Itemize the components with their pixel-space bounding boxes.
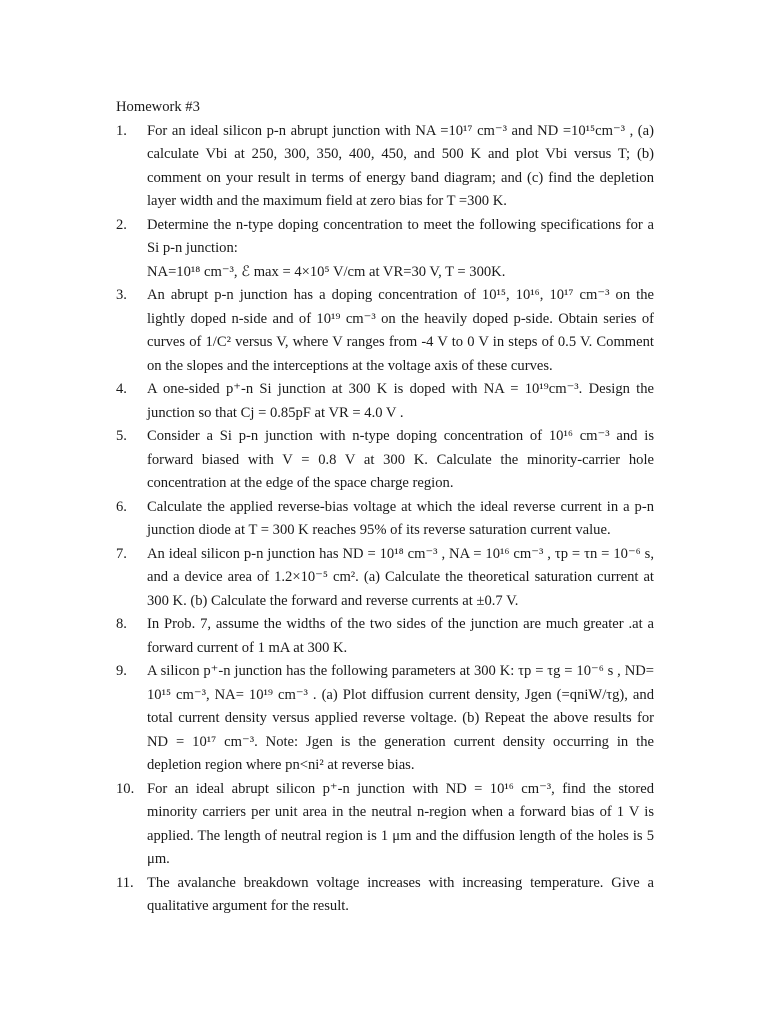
problem-text: Determine the n-type doping concentration to meet the following specifications for a Si p-n junction:: [147, 216, 654, 256]
problem-number: 9.: [116, 663, 127, 679]
problem-number: 11.: [116, 874, 134, 891]
homework-page: [116, 96, 654, 919]
problem-1: [116, 120, 654, 214]
problem-text: The avalanche breakdown voltage increases with increasing temperature. Give a qualitative argument for the result.: [147, 874, 654, 914]
problem-3: [116, 284, 654, 378]
problem-number: 2.: [116, 216, 127, 233]
problem-7: [116, 543, 654, 614]
problem-2: [116, 214, 654, 285]
problem-number: 10.: [116, 780, 135, 797]
problem-9: [116, 660, 654, 778]
problem-number: 1.: [116, 122, 127, 139]
problem-text: A silicon p⁺-n junction has the following parameters at 300 K: τp = τg = 10⁻⁶ s , ND= 10¹⁵ cm⁻³, NA= 10¹⁹ cm⁻³ . (a) Plot diffusion current density, Jgen (=qniW/τg), and total current density versus applied reverse voltage. (b) Repeat the above results for ND = 10¹⁷ cm⁻³. Note: Jgen is the generation current density occurring in the depletion region where pn<ni² at reverse bias.: [147, 663, 654, 773]
problem-text: In Prob. 7, assume the widths of the two sides of the junction are much greater .at a forward current of 1 mA at 300 K.: [147, 616, 654, 656]
problem-text: For an ideal silicon p-n abrupt junction with NA =10¹⁷ cm⁻³ and ND =10¹⁵cm⁻³ , (a) calculate Vbi at 250, 300, 350, 400, 450, and 500 K and plot Vbi versus T; (b) comment on your result in terms of energy band diagram; and (c) find the depletion layer width and the maximum field at zero bias for T =300 K.: [147, 122, 654, 209]
problem-number: 5.: [116, 428, 127, 444]
problem-5: [116, 425, 654, 496]
problem-6: [116, 496, 654, 543]
problem-text: An abrupt p-n junction has a doping concentration of 10¹⁵, 10¹⁶, 10¹⁷ cm⁻³ on the lightly doped n-side and of 10¹⁹ cm⁻³ on the heavily doped p-side. Obtain series of curves of 1/C² versus V, where V ranges from -4 V to 0 V in steps of 0.5 V. Comment on the slopes and the interceptions at the voltage axis of these curves.: [147, 287, 654, 374]
problem-number: 4.: [116, 381, 127, 397]
problem-text: Consider a Si p-n junction with n-type doping concentration of 10¹⁶ cm⁻³ and is forward biased with V = 0.8 V at 300 K. Calculate the minority-carrier hole concentration at the edge of the space charge region.: [147, 428, 654, 491]
problem-4: [116, 378, 654, 425]
problem-text: Calculate the applied reverse-bias voltage at which the ideal reverse current in a p-n junction diode at T = 300 K reaches 95% of its reverse saturation current value.: [147, 498, 654, 538]
problem-number: 6.: [116, 498, 127, 515]
problem-text: For an ideal abrupt silicon p⁺-n junction with ND = 10¹⁶ cm⁻³, find the stored minority carriers per unit area in the neutral n-region when a forward bias of 1 V is applied. The length of neutral region is 1 μm and the diffusion length of the holes is 5 μm.: [147, 780, 654, 867]
problem-text: An ideal silicon p-n junction has ND = 10¹⁸ cm⁻³ , NA = 10¹⁶ cm⁻³ , τp = τn = 10⁻⁶ s, and a device area of 1.2×10⁻⁵ cm². (a) Calculate the theoretical saturation current at 300 K. (b) Calculate the forward and reverse currents at ±0.7 V.: [147, 545, 654, 609]
problem-10: [116, 778, 654, 872]
problem-number: 7.: [116, 545, 127, 562]
problem-specification: NA=10¹⁸ cm⁻³, ℰ max = 4×10⁵ V/cm at VR=30 V, T = 300K.: [147, 263, 506, 280]
problem-11: [116, 872, 654, 919]
problem-number: 3.: [116, 287, 127, 303]
document-title: Homework #3: [116, 99, 200, 115]
problem-8: [116, 613, 654, 660]
problem-text: A one-sided p⁺-n Si junction at 300 K is doped with NA = 10¹⁹cm⁻³. Design the junction so that Cj = 0.85pF at VR = 4.0 V .: [147, 381, 654, 421]
problem-number: 8.: [116, 616, 127, 632]
